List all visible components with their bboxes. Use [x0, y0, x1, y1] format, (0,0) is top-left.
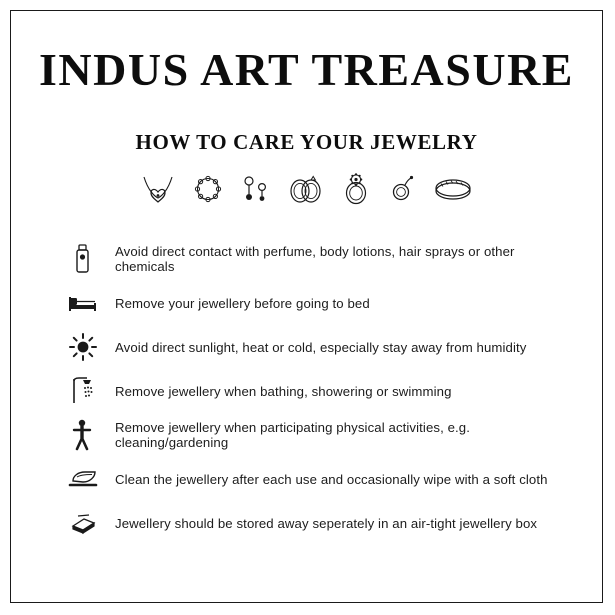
heart-pendant-necklace-icon — [139, 170, 177, 208]
bangle-icon — [431, 174, 475, 204]
shower-icon — [59, 375, 107, 407]
beaded-bracelet-icon — [191, 172, 225, 206]
care-card — [10, 10, 603, 603]
list-item — [59, 413, 576, 457]
subtitle: HOW TO CARE YOUR JEWELRY — [135, 130, 478, 154]
cloth-wipe-icon — [59, 467, 107, 491]
list-item — [59, 501, 576, 545]
tip-text: Remove jewellery when participating physical activities, e.g. cleaning/gardening — [115, 420, 470, 450]
person-activity-icon — [59, 418, 107, 452]
list-item — [59, 237, 576, 281]
sun-icon — [59, 332, 107, 362]
jewelry-icon-row — [11, 167, 602, 211]
tip-text: Jewellery should be stored away seperately in an air-tight jewellery box — [115, 515, 538, 531]
list-item — [59, 369, 576, 413]
tip-text: Clean the jewellery after each use and occasionally wipe with a soft cloth — [115, 471, 548, 487]
perfume-bottle-icon — [59, 242, 107, 276]
hoop-earring-icon — [387, 173, 417, 205]
list-item — [59, 281, 576, 325]
double-ring-icon — [285, 172, 325, 206]
page-title: INDUS ART TREASURE — [39, 44, 574, 95]
tip-text: Avoid direct contact with perfume, body lotions, hair sprays or other chemicals — [115, 244, 515, 274]
tip-text: Avoid direct sunlight, heat or cold, especially stay away from humidity — [115, 339, 527, 355]
jewellery-box-icon — [59, 510, 107, 536]
gemstone-ring-icon — [339, 171, 373, 207]
bed-icon — [59, 291, 107, 315]
list-item — [59, 457, 576, 501]
tip-text: Remove your jewellery before going to bed — [115, 295, 370, 311]
tip-text: Remove jewellery when bathing, showering or swimming — [115, 383, 452, 399]
list-item — [59, 325, 576, 369]
stud-earrings-icon — [239, 172, 271, 206]
care-tips-list — [11, 237, 602, 545]
